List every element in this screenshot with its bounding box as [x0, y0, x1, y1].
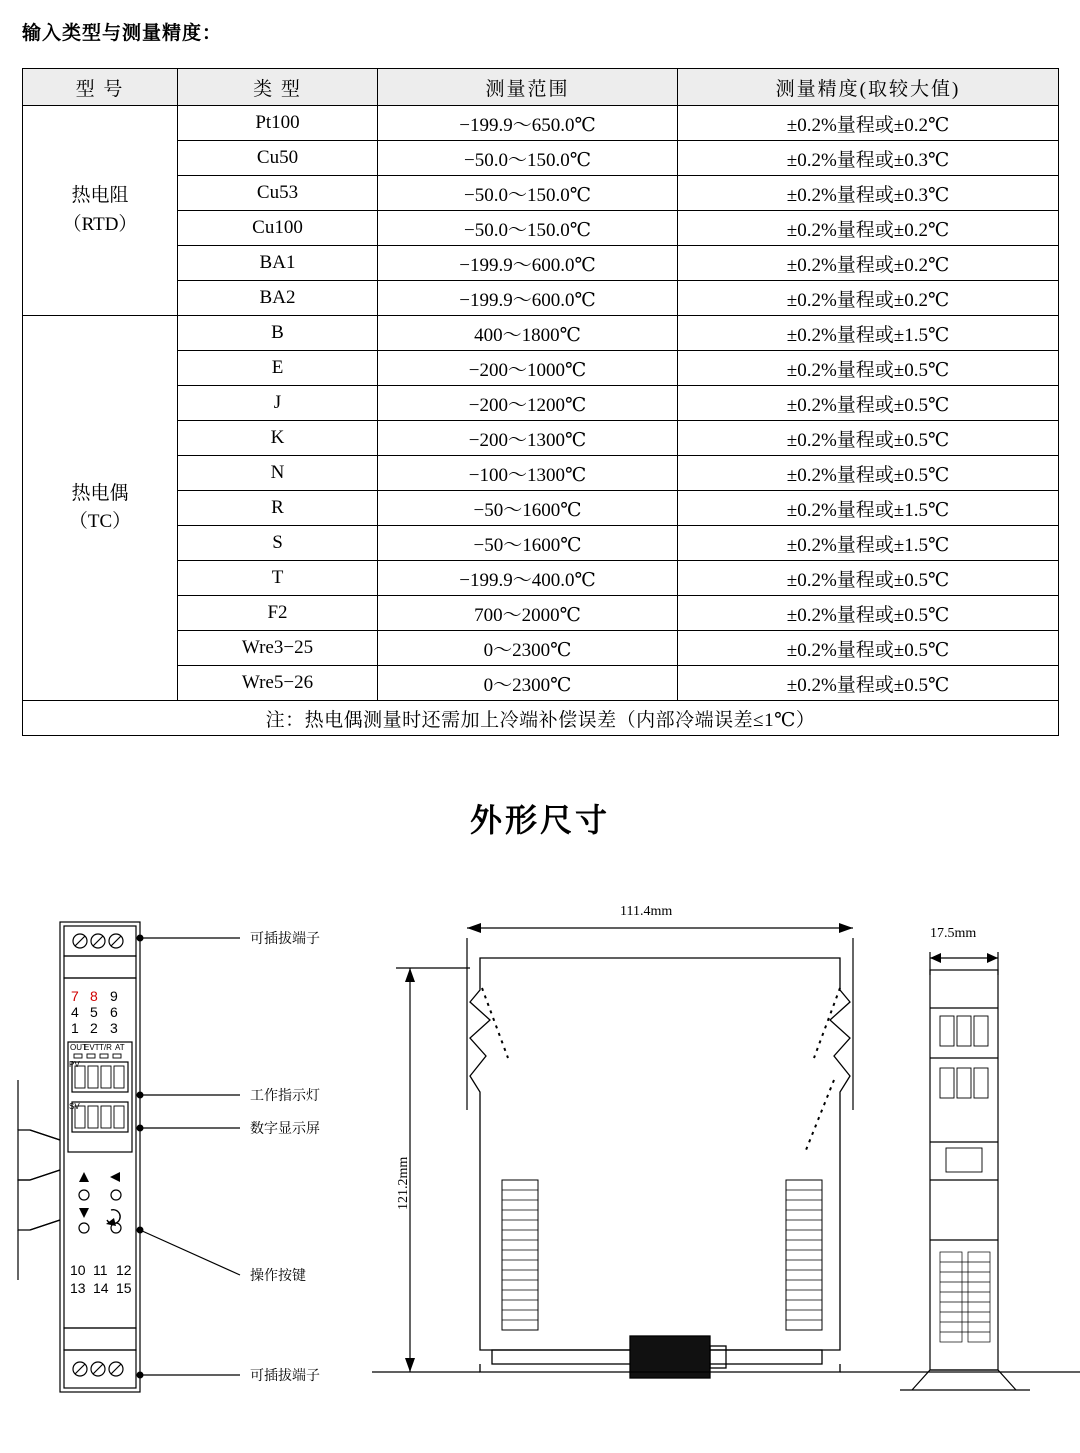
group-label-tc	[23, 316, 178, 701]
cell-type: K	[178, 421, 378, 456]
dimensions-title: 外形尺寸	[469, 802, 610, 838]
dimension-width: 111.4mm	[620, 904, 673, 919]
column-header-accuracy: 测量精度(取较大值)	[678, 69, 1059, 106]
cell-range: −199.9～650.0℃	[378, 106, 678, 141]
page-title: 输入类型与测量精度：	[22, 23, 223, 44]
sv-label: SV	[69, 1102, 80, 1111]
cell-type: N	[178, 456, 378, 491]
cell-type: Cu53	[178, 176, 378, 211]
terminal-number-11: 11	[93, 1262, 108, 1278]
cell-range: −200～1200℃	[378, 386, 678, 421]
cell-range: −200～1300℃	[378, 421, 678, 456]
table-row	[23, 491, 1059, 526]
cell-range: −50.0～150.0℃	[378, 141, 678, 176]
cell-range: −199.9～600.0℃	[378, 281, 678, 316]
cell-accuracy: ±0.2%量程或±0.5℃	[678, 666, 1059, 701]
terminal-number-6: 6	[110, 1004, 118, 1020]
group-label-rtd-line1: 热电阻	[71, 185, 129, 206]
cell-accuracy: ±0.2%量程或±1.5℃	[678, 316, 1059, 351]
terminal-number-14: 14	[93, 1280, 109, 1296]
cell-range: −50～1600℃	[378, 491, 678, 526]
spec-table	[22, 68, 1059, 736]
cell-type: Wre5−26	[178, 666, 378, 701]
table-row	[23, 351, 1059, 386]
table-row	[23, 246, 1059, 281]
cell-range: −200～1000℃	[378, 351, 678, 386]
dimension-depth: 17.5mm	[930, 926, 977, 941]
terminal-number-7: 7	[71, 988, 79, 1004]
column-header-type: 类 型	[178, 69, 378, 106]
callout-terminal-bottom: 可插拔端子	[250, 1367, 320, 1383]
cell-type: Wre3−25	[178, 631, 378, 666]
group-label-rtd	[23, 106, 178, 316]
cell-type: BA1	[178, 246, 378, 281]
cell-accuracy: ±0.2%量程或±0.2℃	[678, 211, 1059, 246]
cell-accuracy: ±0.2%量程或±0.3℃	[678, 141, 1059, 176]
cell-type: J	[178, 386, 378, 421]
terminal-number-2: 2	[90, 1020, 98, 1036]
table-row	[23, 421, 1059, 456]
cell-type: E	[178, 351, 378, 386]
cell-range: −50～1600℃	[378, 526, 678, 561]
dimension-drawing	[0, 880, 1080, 1440]
table-note-row	[23, 701, 1059, 736]
group-label-tc-line1: 热电偶	[71, 482, 129, 504]
group-label-rtd-line2: （RTD）	[62, 213, 138, 235]
cell-accuracy: ±0.2%量程或±0.2℃	[678, 281, 1059, 316]
group-label-tc-line2: （TC）	[68, 511, 132, 532]
table-row	[23, 666, 1059, 701]
cell-accuracy: ±0.2%量程或±1.5℃	[678, 491, 1059, 526]
cell-accuracy: ±0.2%量程或±0.2℃	[678, 106, 1059, 141]
cell-range: 700～2000℃	[378, 596, 678, 631]
cell-accuracy: ±0.2%量程或±0.2℃	[678, 246, 1059, 281]
cell-accuracy: ±0.2%量程或±0.5℃	[678, 386, 1059, 421]
table-row	[23, 456, 1059, 491]
indicator-label-out: OUT	[70, 1043, 87, 1052]
table-row	[23, 141, 1059, 176]
callout-display: 数字显示屏	[250, 1120, 320, 1136]
terminal-number-13: 13	[70, 1280, 86, 1296]
table-row	[23, 211, 1059, 246]
table-row	[23, 176, 1059, 211]
terminal-number-8: 8	[90, 988, 98, 1004]
cell-range: −199.9～400.0℃	[378, 561, 678, 596]
cell-range: 400～1800℃	[378, 316, 678, 351]
table-row	[23, 316, 1059, 351]
terminal-number-9: 9	[110, 988, 118, 1004]
indicator-label-tr: T/R	[99, 1043, 112, 1052]
cell-accuracy: ±0.2%量程或±0.5℃	[678, 421, 1059, 456]
cell-type: B	[178, 316, 378, 351]
terminal-number-4: 4	[71, 1004, 79, 1020]
cell-type: BA2	[178, 281, 378, 316]
cell-accuracy: ±0.2%量程或±1.5℃	[678, 526, 1059, 561]
pv-label: PV	[69, 1060, 80, 1069]
dimension-height: 121.2mm	[396, 1156, 411, 1210]
table-row	[23, 596, 1059, 631]
callout-indicator: 工作指示灯	[250, 1087, 320, 1103]
table-row	[23, 386, 1059, 421]
drawing-svg	[0, 880, 1080, 1440]
cell-type: S	[178, 526, 378, 561]
table-row	[23, 561, 1059, 596]
table-header-row	[23, 69, 1059, 106]
cell-range: −50.0～150.0℃	[378, 211, 678, 246]
cell-type: Cu100	[178, 211, 378, 246]
terminal-number-3: 3	[110, 1020, 118, 1036]
cell-accuracy: ±0.2%量程或±0.5℃	[678, 561, 1059, 596]
cell-accuracy: ±0.2%量程或±0.5℃	[678, 351, 1059, 386]
cell-type: R	[178, 491, 378, 526]
table-row	[23, 526, 1059, 561]
cell-accuracy: ±0.2%量程或±0.5℃	[678, 456, 1059, 491]
table-row	[23, 281, 1059, 316]
terminal-number-10: 10	[70, 1262, 86, 1278]
table-note: 注：热电偶测量时还需加上冷端补偿误差（内部冷端误差≤1℃）	[23, 701, 1059, 736]
cell-accuracy: ±0.2%量程或±0.5℃	[678, 596, 1059, 631]
column-header-model: 型 号	[23, 69, 178, 106]
table-row	[23, 631, 1059, 666]
column-header-range: 测量范围	[378, 69, 678, 106]
terminal-number-5: 5	[90, 1004, 98, 1020]
callout-keys: 操作按键	[250, 1267, 306, 1283]
terminal-number-12: 12	[116, 1262, 132, 1278]
cell-range: −50.0～150.0℃	[378, 176, 678, 211]
indicator-label-evt: EVT	[84, 1043, 100, 1052]
indicator-label-at: AT	[115, 1043, 125, 1052]
cell-type: Pt100	[178, 106, 378, 141]
cell-accuracy: ±0.2%量程或±0.3℃	[678, 176, 1059, 211]
cell-type: T	[178, 561, 378, 596]
cell-range: −199.9～600.0℃	[378, 246, 678, 281]
terminal-number-1: 1	[71, 1020, 79, 1036]
cell-range: 0～2300℃	[378, 631, 678, 666]
cell-type: Cu50	[178, 141, 378, 176]
cell-type: F2	[178, 596, 378, 631]
callout-terminal-top: 可插拔端子	[250, 930, 320, 946]
table-row	[23, 106, 1059, 141]
cell-range: 0～2300℃	[378, 666, 678, 701]
terminal-number-15: 15	[116, 1280, 132, 1296]
cell-range: −100～1300℃	[378, 456, 678, 491]
cell-accuracy: ±0.2%量程或±0.5℃	[678, 631, 1059, 666]
